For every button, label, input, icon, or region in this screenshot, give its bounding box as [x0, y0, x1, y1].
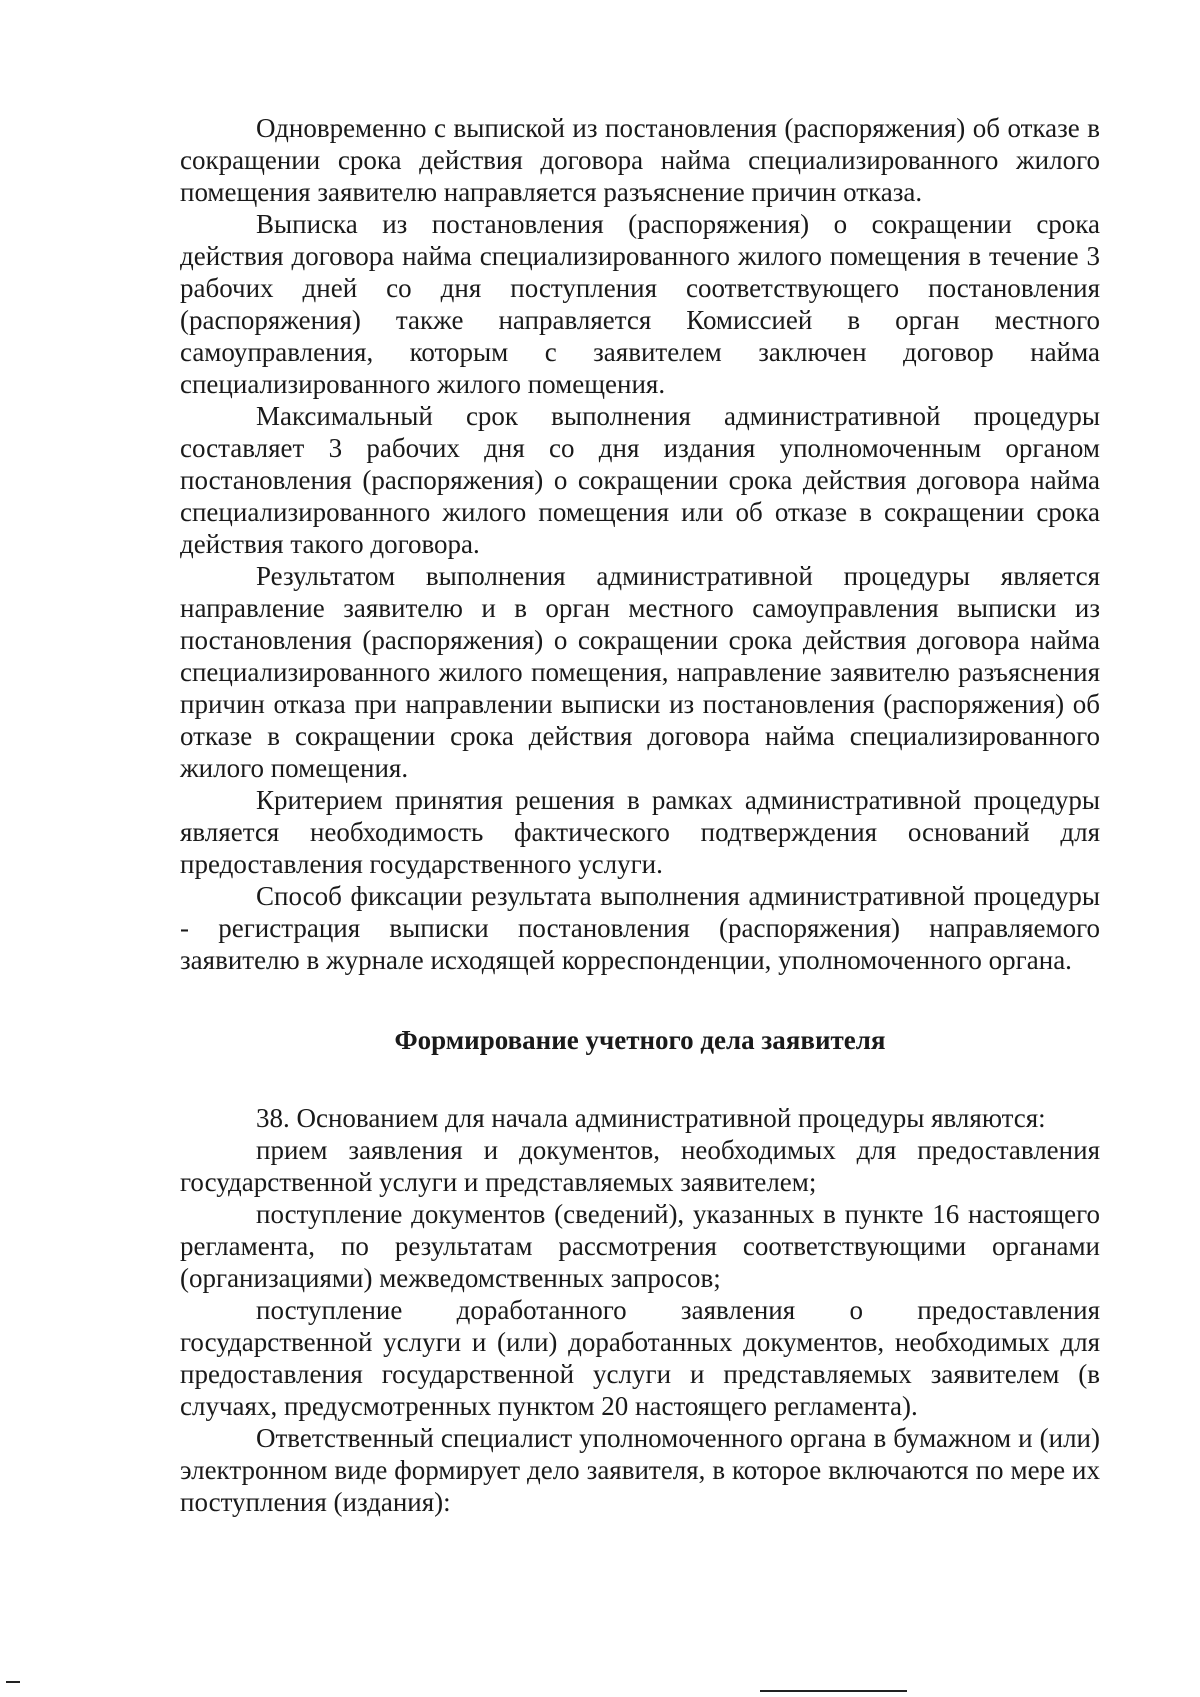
paragraph-result: Результатом выполнения административной процедуры является направление заявителю и в орган местного самоуправления выписки из постановления (распоряжения) о сокращении срока действия договора найма специализированного жилого помещения, направление заявителю разъяснения причин отказа при направлении выписки из постановления (распоряжения) об отказе в сокращении срока действия договора найма специализированного жилого помещения. [180, 561, 1100, 783]
paragraph-reception: прием заявления и документов, необходимых для предоставления государственной услуги и представляемых заявителем; [180, 1135, 1100, 1197]
paragraph-documents-receipt: поступление документов (сведений), указанных в пункте 16 настоящего регламента, по результатам рассмотрения соответствующими органами (организациями) межведомственных запросов; [180, 1199, 1100, 1293]
scan-mark-left [6, 1681, 20, 1683]
paragraph-item-38: 38. Основанием для начала административной процедуры являются: [256, 1103, 1046, 1133]
paragraph-fixation-method: Способ фиксации результата выполнения административной процедуры - регистрация выписки постановления (распоряжения) направляемого заявителю в журнале исходящей корреспонденции, уполномоченного органа. [180, 881, 1100, 975]
scan-mark-right [760, 1690, 907, 1692]
paragraph-extract-sending: Выписка из постановления (распоряжения) о сокращении срока действия договора найма специализированного жилого помещения в течение 3 рабочих дней со дня поступления соответствующего постановления (распоряжения) также направляется Комиссией в орган местного самоуправления, которым с заявителем заключен договор найма специализированного жилого помещения. [180, 209, 1100, 399]
paragraph-max-term: Максимальный срок выполнения административной процедуры составляет 3 рабочих дня со дня издания уполномоченным органом постановления (распоряжения) о сокращении срока действия договора найма специализированного жилого помещения или об отказе в сокращении срока действия такого договора. [180, 401, 1100, 559]
paragraph-criterion: Критерием принятия решения в рамках административной процедуры является необходимость фактического подтверждения оснований для предоставления государственного услуги. [180, 785, 1100, 879]
paragraph-case-forming: Ответственный специалист уполномоченного органа в бумажном и (или) электронном виде формирует дело заявителя, в которое включаются по мере их поступления (издания): [180, 1423, 1100, 1517]
document-body [180, 112, 1100, 1518]
paragraph-refusal-explanation: Одновременно с выпиской из постановления (распоряжения) об отказе в сокращении срока действия договора найма специализированного жилого помещения заявителю направляется разъяснение причин отказа. [180, 113, 1100, 207]
paragraph-revised-application: поступление доработанного заявления о предоставления государственной услуги и (или) доработанных документов, необходимых для предоставления государственной услуги и представляемых заявителем (в случаях, предусмотренных пунктом 20 настоящего регламента). [180, 1295, 1100, 1421]
section-heading: Формирование учетного дела заявителя [394, 1025, 886, 1055]
